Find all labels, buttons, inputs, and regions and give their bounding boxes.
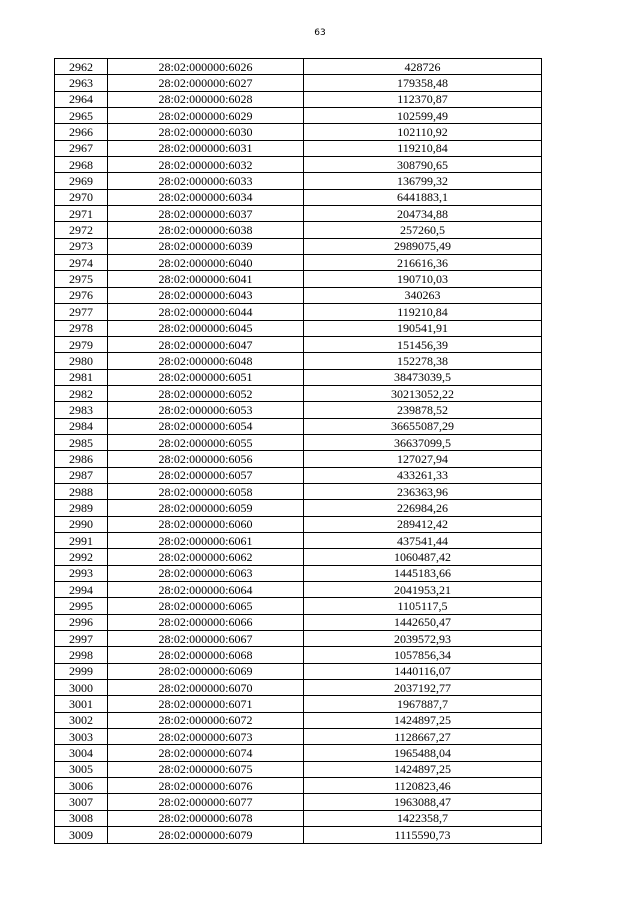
row-number-cell: 2993 xyxy=(55,565,108,581)
table-row xyxy=(55,59,542,75)
cadastral-number-cell: 28:02:000000:6061 xyxy=(108,532,304,548)
row-number-cell: 2981 xyxy=(55,369,108,385)
row-number-cell: 2971 xyxy=(55,206,108,222)
value-cell: 6441883,1 xyxy=(304,189,542,205)
value-cell: 1422358,7 xyxy=(304,810,542,826)
row-number-cell: 2987 xyxy=(55,467,108,483)
row-number-cell: 2999 xyxy=(55,663,108,679)
cadastral-number-cell: 28:02:000000:6060 xyxy=(108,516,304,532)
row-number-cell: 2984 xyxy=(55,418,108,434)
cadastral-number-cell: 28:02:000000:6039 xyxy=(108,238,304,254)
value-cell: 127027,94 xyxy=(304,451,542,467)
value-cell: 190710,03 xyxy=(304,271,542,287)
table-row xyxy=(55,287,542,303)
value-cell: 289412,42 xyxy=(304,516,542,532)
table-row xyxy=(55,598,542,614)
cadastral-number-cell: 28:02:000000:6032 xyxy=(108,157,304,173)
row-number-cell: 3002 xyxy=(55,712,108,728)
cadastral-number-cell: 28:02:000000:6070 xyxy=(108,680,304,696)
row-number-cell: 2989 xyxy=(55,500,108,516)
row-number-cell: 3007 xyxy=(55,794,108,810)
row-number-cell: 2988 xyxy=(55,483,108,499)
cadastral-number-cell: 28:02:000000:6043 xyxy=(108,287,304,303)
value-cell: 1963088,47 xyxy=(304,794,542,810)
table-row xyxy=(55,336,542,352)
value-cell: 2039572,93 xyxy=(304,631,542,647)
value-cell: 1442650,47 xyxy=(304,614,542,630)
row-number-cell: 3000 xyxy=(55,680,108,696)
row-number-cell: 2998 xyxy=(55,647,108,663)
value-cell: 204734,88 xyxy=(304,206,542,222)
row-number-cell: 2968 xyxy=(55,157,108,173)
row-number-cell: 2970 xyxy=(55,189,108,205)
row-number-cell: 2966 xyxy=(55,124,108,140)
row-number-cell: 2964 xyxy=(55,91,108,107)
cadastral-number-cell: 28:02:000000:6026 xyxy=(108,59,304,75)
row-number-cell: 2990 xyxy=(55,516,108,532)
cadastral-number-cell: 28:02:000000:6077 xyxy=(108,794,304,810)
row-number-cell: 3009 xyxy=(55,827,108,843)
value-cell: 151456,39 xyxy=(304,336,542,352)
table-row xyxy=(55,532,542,548)
cadastral-number-cell: 28:02:000000:6038 xyxy=(108,222,304,238)
value-cell: 340263 xyxy=(304,287,542,303)
cadastral-number-cell: 28:02:000000:6044 xyxy=(108,304,304,320)
value-cell: 36637099,5 xyxy=(304,434,542,450)
row-number-cell: 3003 xyxy=(55,729,108,745)
cadastral-number-cell: 28:02:000000:6030 xyxy=(108,124,304,140)
row-number-cell: 2996 xyxy=(55,614,108,630)
row-number-cell: 2985 xyxy=(55,434,108,450)
table-row xyxy=(55,320,542,336)
value-cell: 152278,38 xyxy=(304,353,542,369)
table-row xyxy=(55,222,542,238)
cadastral-number-cell: 28:02:000000:6052 xyxy=(108,385,304,401)
row-number-cell: 2977 xyxy=(55,304,108,320)
row-number-cell: 2962 xyxy=(55,59,108,75)
value-cell: 136799,32 xyxy=(304,173,542,189)
cadastral-number-cell: 28:02:000000:6040 xyxy=(108,255,304,271)
cadastral-number-cell: 28:02:000000:6041 xyxy=(108,271,304,287)
value-cell: 190541,91 xyxy=(304,320,542,336)
row-number-cell: 3001 xyxy=(55,696,108,712)
row-number-cell: 3005 xyxy=(55,761,108,777)
table-row xyxy=(55,712,542,728)
cadastral-number-cell: 28:02:000000:6029 xyxy=(108,108,304,124)
table-row xyxy=(55,794,542,810)
value-cell: 257260,5 xyxy=(304,222,542,238)
value-cell: 1115590,73 xyxy=(304,827,542,843)
cadastral-number-cell: 28:02:000000:6034 xyxy=(108,189,304,205)
table-row xyxy=(55,663,542,679)
value-cell: 102599,49 xyxy=(304,108,542,124)
row-number-cell: 2969 xyxy=(55,173,108,189)
value-cell: 112370,87 xyxy=(304,91,542,107)
row-number-cell: 2994 xyxy=(55,582,108,598)
table-row xyxy=(55,108,542,124)
cadastral-number-cell: 28:02:000000:6037 xyxy=(108,206,304,222)
value-cell: 308790,65 xyxy=(304,157,542,173)
cadastral-number-cell: 28:02:000000:6074 xyxy=(108,745,304,761)
row-number-cell: 2973 xyxy=(55,238,108,254)
table-row xyxy=(55,189,542,205)
cadastral-number-cell: 28:02:000000:6071 xyxy=(108,696,304,712)
value-cell: 236363,96 xyxy=(304,483,542,499)
table-row xyxy=(55,696,542,712)
value-cell: 1128667,27 xyxy=(304,729,542,745)
table-row xyxy=(55,206,542,222)
cadastral-number-cell: 28:02:000000:6075 xyxy=(108,761,304,777)
row-number-cell: 2986 xyxy=(55,451,108,467)
cadastral-number-cell: 28:02:000000:6056 xyxy=(108,451,304,467)
value-cell: 179358,48 xyxy=(304,75,542,91)
cadastral-number-cell: 28:02:000000:6058 xyxy=(108,483,304,499)
value-cell: 2041953,21 xyxy=(304,582,542,598)
table-row xyxy=(55,271,542,287)
cadastral-number-cell: 28:02:000000:6054 xyxy=(108,418,304,434)
cadastral-number-cell: 28:02:000000:6059 xyxy=(108,500,304,516)
table-body xyxy=(55,59,542,844)
table-row xyxy=(55,549,542,565)
table-row xyxy=(55,75,542,91)
table-row xyxy=(55,516,542,532)
value-cell: 1060487,42 xyxy=(304,549,542,565)
row-number-cell: 2975 xyxy=(55,271,108,287)
cadastral-number-cell: 28:02:000000:6033 xyxy=(108,173,304,189)
table-row xyxy=(55,565,542,581)
cadastral-number-cell: 28:02:000000:6053 xyxy=(108,402,304,418)
value-cell: 1105117,5 xyxy=(304,598,542,614)
cadastral-number-cell: 28:02:000000:6051 xyxy=(108,369,304,385)
row-number-cell: 2965 xyxy=(55,108,108,124)
row-number-cell: 3008 xyxy=(55,810,108,826)
cadastral-number-cell: 28:02:000000:6027 xyxy=(108,75,304,91)
table-row xyxy=(55,483,542,499)
value-cell: 216616,36 xyxy=(304,255,542,271)
row-number-cell: 2963 xyxy=(55,75,108,91)
value-cell: 1445183,66 xyxy=(304,565,542,581)
cadastral-number-cell: 28:02:000000:6079 xyxy=(108,827,304,843)
table-row xyxy=(55,238,542,254)
table-row xyxy=(55,140,542,156)
table-row xyxy=(55,778,542,794)
cadastral-number-cell: 28:02:000000:6062 xyxy=(108,549,304,565)
cadastral-number-cell: 28:02:000000:6066 xyxy=(108,614,304,630)
cadastral-number-cell: 28:02:000000:6047 xyxy=(108,336,304,352)
table-row xyxy=(55,418,542,434)
table-row xyxy=(55,467,542,483)
cadastral-number-cell: 28:02:000000:6072 xyxy=(108,712,304,728)
value-cell: 1424897,25 xyxy=(304,761,542,777)
table-row xyxy=(55,827,542,843)
table-row xyxy=(55,761,542,777)
value-cell: 226984,26 xyxy=(304,500,542,516)
row-number-cell: 3006 xyxy=(55,778,108,794)
cadastral-number-cell: 28:02:000000:6045 xyxy=(108,320,304,336)
table-row xyxy=(55,451,542,467)
cadastral-number-cell: 28:02:000000:6068 xyxy=(108,647,304,663)
value-cell: 30213052,22 xyxy=(304,385,542,401)
row-number-cell: 2982 xyxy=(55,385,108,401)
row-number-cell: 2995 xyxy=(55,598,108,614)
value-cell: 433261,33 xyxy=(304,467,542,483)
value-cell: 437541,44 xyxy=(304,532,542,548)
cadastral-number-cell: 28:02:000000:6073 xyxy=(108,729,304,745)
cadastral-number-cell: 28:02:000000:6078 xyxy=(108,810,304,826)
value-cell: 2989075,49 xyxy=(304,238,542,254)
value-cell: 1965488,04 xyxy=(304,745,542,761)
table-row xyxy=(55,729,542,745)
table-row xyxy=(55,680,542,696)
table-row xyxy=(55,582,542,598)
row-number-cell: 2992 xyxy=(55,549,108,565)
value-cell: 2037192,77 xyxy=(304,680,542,696)
table-row xyxy=(55,124,542,140)
table-row xyxy=(55,304,542,320)
value-cell: 119210,84 xyxy=(304,304,542,320)
value-cell: 239878,52 xyxy=(304,402,542,418)
cadastral-number-cell: 28:02:000000:6048 xyxy=(108,353,304,369)
value-cell: 1967887,7 xyxy=(304,696,542,712)
table-row xyxy=(55,255,542,271)
page-number: 63 xyxy=(314,28,326,38)
value-cell: 36655087,29 xyxy=(304,418,542,434)
value-cell: 119210,84 xyxy=(304,140,542,156)
table-row xyxy=(55,631,542,647)
row-number-cell: 3004 xyxy=(55,745,108,761)
table-row xyxy=(55,500,542,516)
value-cell: 1057856,34 xyxy=(304,647,542,663)
row-number-cell: 2983 xyxy=(55,402,108,418)
row-number-cell: 2980 xyxy=(55,353,108,369)
table-row xyxy=(55,173,542,189)
cadastral-number-cell: 28:02:000000:6067 xyxy=(108,631,304,647)
value-cell: 102110,92 xyxy=(304,124,542,140)
row-number-cell: 2997 xyxy=(55,631,108,647)
value-cell: 1120823,46 xyxy=(304,778,542,794)
row-number-cell: 2967 xyxy=(55,140,108,156)
table-row xyxy=(55,369,542,385)
table-row xyxy=(55,353,542,369)
table-row xyxy=(55,745,542,761)
cadastral-number-cell: 28:02:000000:6057 xyxy=(108,467,304,483)
cadastral-number-cell: 28:02:000000:6076 xyxy=(108,778,304,794)
table-row xyxy=(55,434,542,450)
table-row xyxy=(55,614,542,630)
cadastral-number-cell: 28:02:000000:6063 xyxy=(108,565,304,581)
data-table xyxy=(54,58,542,844)
table-row xyxy=(55,402,542,418)
table-row xyxy=(55,157,542,173)
table-row xyxy=(55,91,542,107)
value-cell: 428726 xyxy=(304,59,542,75)
row-number-cell: 2976 xyxy=(55,287,108,303)
cadastral-number-cell: 28:02:000000:6031 xyxy=(108,140,304,156)
cadastral-number-cell: 28:02:000000:6069 xyxy=(108,663,304,679)
row-number-cell: 2978 xyxy=(55,320,108,336)
cadastral-number-cell: 28:02:000000:6028 xyxy=(108,91,304,107)
cadastral-number-cell: 28:02:000000:6064 xyxy=(108,582,304,598)
table-row xyxy=(55,385,542,401)
row-number-cell: 2979 xyxy=(55,336,108,352)
value-cell: 38473039,5 xyxy=(304,369,542,385)
value-cell: 1424897,25 xyxy=(304,712,542,728)
value-cell: 1440116,07 xyxy=(304,663,542,679)
table-row xyxy=(55,810,542,826)
cadastral-number-cell: 28:02:000000:6055 xyxy=(108,434,304,450)
cadastral-number-cell: 28:02:000000:6065 xyxy=(108,598,304,614)
table-row xyxy=(55,647,542,663)
row-number-cell: 2974 xyxy=(55,255,108,271)
row-number-cell: 2991 xyxy=(55,532,108,548)
row-number-cell: 2972 xyxy=(55,222,108,238)
